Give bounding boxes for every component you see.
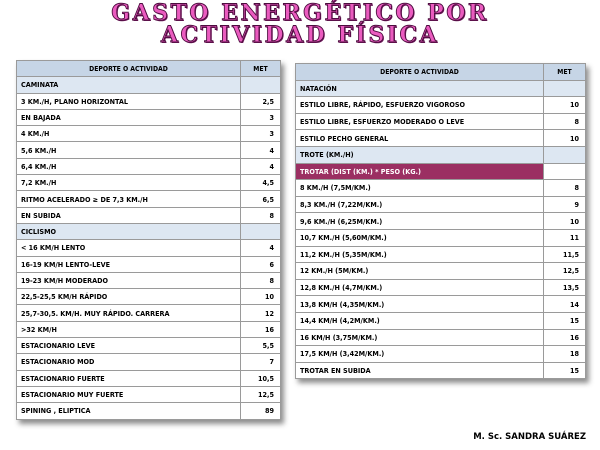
activity-cell: >32 KM/H <box>17 321 241 337</box>
table-row <box>17 305 281 321</box>
activity-cell: 11,2 KM./H (5,35M/KM.) <box>296 246 544 263</box>
activity-cell: RITMO ACELERADO ≥ DE 7,3 KM./H <box>17 191 241 207</box>
table-row <box>296 196 586 213</box>
activity-cell: 13,8 KM/H (4,35M/KM.) <box>296 296 544 313</box>
met-cell: 2,5 <box>241 93 281 109</box>
met-cell: 8 <box>544 113 586 130</box>
activity-cell: ESTACIONARIO FUERTE <box>17 370 241 386</box>
met-cell <box>544 146 586 163</box>
met-cell: 15 <box>544 362 586 379</box>
met-cell: 11,5 <box>544 246 586 263</box>
met-cell: 13,5 <box>544 279 586 296</box>
met-cell: 89 <box>241 403 281 419</box>
section-row <box>296 146 586 163</box>
table-row <box>296 213 586 230</box>
table-row <box>17 207 281 223</box>
activity-cell: ESTILO LIBRE, RÁPIDO, ESFUERZO VIGOROSO <box>296 97 544 114</box>
activity-cell: 12,8 KM./H (4,7M/KM.) <box>296 279 544 296</box>
activity-cell: 16-19 KM/H LENTO-LEVE <box>17 256 241 272</box>
table-row <box>17 321 281 337</box>
table-row <box>17 191 281 207</box>
activity-cell: SPINING , ELIPTICA <box>17 403 241 419</box>
activity-cell: 6,4 KM./H <box>17 158 241 174</box>
activity-cell: NATACIÓN <box>296 80 544 97</box>
table-row <box>296 296 586 313</box>
activity-cell: 8,3 KM./H (7,22M/KM.) <box>296 196 544 213</box>
met-table-walking-cycling <box>16 60 281 420</box>
table-row <box>296 312 586 329</box>
met-cell: 4 <box>241 240 281 256</box>
table-row <box>296 362 586 379</box>
met-cell: 12 <box>241 305 281 321</box>
activity-cell: TROTE (KM./H) <box>296 146 544 163</box>
highlighted-row <box>296 163 586 180</box>
met-cell: 10 <box>544 130 586 147</box>
activity-cell: < 16 KM/H LENTO <box>17 240 241 256</box>
activity-cell: 22,5-25,5 KM/H RÁPIDO <box>17 289 241 305</box>
met-cell: 16 <box>241 321 281 337</box>
table-row <box>17 338 281 354</box>
table-row <box>17 289 281 305</box>
activity-cell: 4 KM./H <box>17 126 241 142</box>
table-row <box>296 130 586 147</box>
met-cell: 16 <box>544 329 586 346</box>
table-row <box>296 279 586 296</box>
activity-cell: EN BAJADA <box>17 109 241 125</box>
activity-cell: 16 KM/H (3,75M/KM.) <box>296 329 544 346</box>
column-header-met: MET <box>544 64 586 81</box>
page-title-line-1: GASTO ENERGÉTICO POR <box>111 0 489 26</box>
activity-cell: CAMINATA <box>17 77 241 93</box>
table-row <box>17 175 281 191</box>
activity-cell: CICLISMO <box>17 223 241 239</box>
met-cell: 4 <box>241 142 281 158</box>
table-row <box>296 229 586 246</box>
activity-cell: ESTACIONARIO MOD <box>17 354 241 370</box>
activity-cell: 3 KM./H, PLANO HORIZONTAL <box>17 93 241 109</box>
activity-cell: ESTILO PECHO GENERAL <box>296 130 544 147</box>
column-header-activity: DEPORTE O ACTIVIDAD <box>17 61 241 77</box>
met-cell: 8 <box>544 180 586 197</box>
activity-cell: TROTAR (DIST (KM.) * PESO (KG.) <box>296 163 544 180</box>
met-cell: 8 <box>241 272 281 288</box>
table-header-row <box>296 64 586 81</box>
section-row <box>17 223 281 239</box>
column-header-met: MET <box>241 61 281 77</box>
met-cell <box>544 163 586 180</box>
met-cell: 3 <box>241 109 281 125</box>
met-cell: 15 <box>544 312 586 329</box>
met-cell: 18 <box>544 346 586 363</box>
met-cell <box>241 223 281 239</box>
author-credit: M. Sc. SANDRA SUÁREZ <box>473 432 586 442</box>
met-cell: 4 <box>241 158 281 174</box>
table-row <box>296 263 586 280</box>
page-title-line-2: ACTIVIDAD FÍSICA <box>160 22 440 48</box>
activity-cell: EN SUBIDA <box>17 207 241 223</box>
activity-cell: 19-23 KM/H MODERADO <box>17 272 241 288</box>
column-header-activity: DEPORTE O ACTIVIDAD <box>296 64 544 81</box>
table-row <box>17 370 281 386</box>
met-cell: 11 <box>544 229 586 246</box>
met-cell: 6 <box>241 256 281 272</box>
table-row <box>296 180 586 197</box>
table-row <box>17 240 281 256</box>
table-row <box>296 113 586 130</box>
activity-cell: ESTACIONARIO MUY FUERTE <box>17 386 241 402</box>
table-row <box>296 246 586 263</box>
met-cell: 9 <box>544 196 586 213</box>
met-cell: 10,5 <box>241 370 281 386</box>
met-cell <box>544 80 586 97</box>
activity-cell: ESTACIONARIO LEVE <box>17 338 241 354</box>
met-cell: 7 <box>241 354 281 370</box>
table-row <box>17 158 281 174</box>
met-cell: 10 <box>544 97 586 114</box>
activity-cell: 8 KM./H (7,5M/KM.) <box>296 180 544 197</box>
section-row <box>296 80 586 97</box>
met-table-swimming-jogging <box>295 63 586 379</box>
table-row <box>17 142 281 158</box>
activity-cell: 14,4 KM/H (4,2M/KM.) <box>296 312 544 329</box>
table-row <box>17 403 281 419</box>
table-row <box>17 354 281 370</box>
table-row <box>17 126 281 142</box>
table-row <box>17 386 281 402</box>
table-row <box>17 109 281 125</box>
met-cell: 10 <box>241 289 281 305</box>
met-cell <box>241 77 281 93</box>
table-row <box>296 329 586 346</box>
table-row <box>17 93 281 109</box>
met-cell: 12,5 <box>241 386 281 402</box>
met-cell: 5,5 <box>241 338 281 354</box>
activity-cell: 17,5 KM/H (3,42M/KM.) <box>296 346 544 363</box>
table-row <box>17 256 281 272</box>
table-row <box>17 272 281 288</box>
met-cell: 10 <box>544 213 586 230</box>
section-row <box>17 77 281 93</box>
met-cell: 8 <box>241 207 281 223</box>
met-cell: 4,5 <box>241 175 281 191</box>
activity-cell: ESTILO LIBRE, ESFUERZO MODERADO O LEVE <box>296 113 544 130</box>
met-cell: 12,5 <box>544 263 586 280</box>
met-cell: 6,5 <box>241 191 281 207</box>
activity-cell: 10,7 KM./H (5,60M/KM.) <box>296 229 544 246</box>
activity-cell: TROTAR EN SUBIDA <box>296 362 544 379</box>
activity-cell: 7,2 KM./H <box>17 175 241 191</box>
table-row <box>296 97 586 114</box>
activity-cell: 9,6 KM./H (6,25M/KM.) <box>296 213 544 230</box>
activity-cell: 12 KM./H (5M/KM.) <box>296 263 544 280</box>
met-cell: 3 <box>241 126 281 142</box>
activity-cell: 25,7-30,5. KM/H. MUY RÁPIDO. CARRERA <box>17 305 241 321</box>
table-header-row <box>17 61 281 77</box>
table-row <box>296 346 586 363</box>
activity-cell: 5,6 KM./H <box>17 142 241 158</box>
met-cell: 14 <box>544 296 586 313</box>
